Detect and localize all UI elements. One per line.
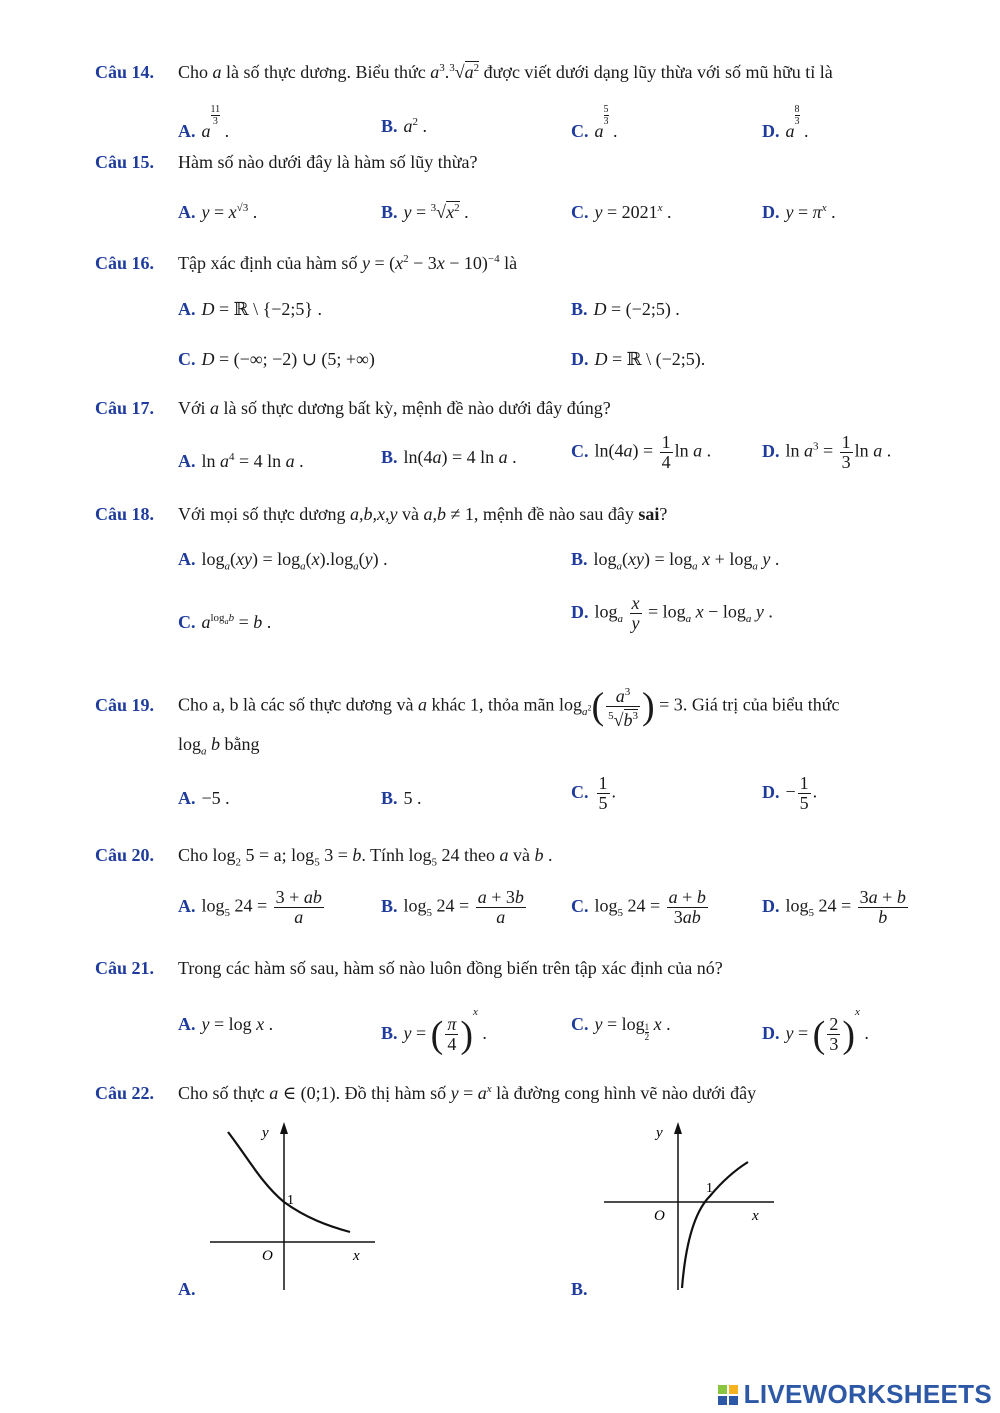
curve [228,1132,350,1232]
question-text: là số thực dương bất kỳ, mệnh đề nào dưới đây đúng? [219,398,611,418]
question-number: Câu 17. [95,398,155,418]
option-a[interactable]: A. y = log x . [178,1014,274,1034]
question-text: và [397,504,424,524]
option-d[interactable]: D. y = ( $\frac{2}{3}$ )$^x$ . [762,1006,869,1056]
brand-name: LIVEWORKSHEETS [743,1379,992,1409]
emphasis-text: sai [638,504,660,524]
question-number: Câu 22. [95,1083,155,1103]
liveworksheets-logo[interactable] [718,1379,992,1410]
option-d[interactable]: D. D = ℝ \ (−2;5). [571,349,706,369]
question-text: , mệnh đề nào sau đây [473,504,639,524]
question-17: Câu 17. Với a là số thực dương bất kỳ, mệnh đề nào dưới đây đúng? [95,398,611,418]
question-text: là [499,253,518,273]
y-axis-label: y [656,1125,663,1141]
y-arrow-icon [280,1122,288,1134]
option-b[interactable]: B. ln(4a) = 4 ln a . [381,447,517,467]
origin-label: O [654,1208,665,1224]
question-text: bằng [220,734,260,754]
question-number: Câu 16. [95,253,155,273]
question-text: là số thực dương. Biểu thức [221,62,431,82]
question-text: Cho số thực [178,1083,270,1103]
one-label: 1 [706,1181,713,1196]
option-a[interactable]: A. a $^{\frac{11}{3}}$ . [178,104,230,141]
question-text: là đường cong hình vẽ nào dưới đây [491,1083,757,1103]
option-d[interactable]: D. $y = \pi^x$ . [762,202,836,222]
curve [682,1162,748,1288]
option-c[interactable]: C. $y = 2021^x$ . [571,202,672,222]
option-a[interactable]: A. $y = x^{√3}$ . [178,202,258,222]
graph-option-b[interactable] [598,1118,783,1303]
question-19-line-2: $\log_a b$ bằng [178,734,260,758]
question-text: khác 1, thỏa mãn [426,694,559,715]
option-d[interactable]: D. $\log_a$ $\frac{x}{y}$ = $\log_a x - \log_a y$ . [571,593,773,633]
question-text: được viết dưới dạng lũy thừa với số mũ hữu tỉ là [479,62,833,82]
option-b[interactable]: B. y = ( $\frac{\pi}{4}$ )$^x$ . [381,1006,487,1056]
question-14: Câu 14. Cho a là số thực dương. Biểu thức $a^3.^3√a^2$ được viết dưới dạng lũy thừa với số mũ hữu tỉ là [95,62,833,82]
option-b-label[interactable]: B. [571,1279,588,1299]
question-number: Câu 15. [95,152,155,172]
question-number: Câu 19. [95,694,155,715]
question-20: Câu 20. Cho $\log_2 5 = a$; $\log_5 3 = b$. Tính $\log_5 24$ theo a và b . [95,845,553,869]
option-d[interactable]: D. a $^{\frac{8}{3}}$ . [762,104,809,141]
option-a[interactable]: A. D = ℝ \ {−2;5} . [178,299,323,319]
y-arrow-icon [674,1122,682,1134]
question-text: Cho a, b là các số thực dương và [178,694,418,715]
option-a[interactable]: A. $\log_a(xy) = \log_a(x).\log_a(y)$ . [178,549,388,573]
option-c[interactable]: C. $a^{log_ab} = b$ . [178,612,272,632]
question-19: Câu 19. Cho a, b là các số thực dương và a khác 1, thỏa mãn $\log_{a^2}$( $\frac{a^3}{^5√b^3}$ ) = 3. Giá trị của biểu thức [95,683,840,730]
option-a[interactable]: A. −5 . [178,788,230,808]
question-text: Hàm số nào dưới đây là hàm số lũy thừa? [178,152,478,172]
question-15 [95,150,477,174]
question-text: Tập xác định của hàm số [178,253,362,273]
option-d[interactable]: D. $\ln a^3$ = $\frac{1}{3}$ ln a . [762,432,892,472]
option-c[interactable]: C. $\frac{1}{5}$ . [571,773,616,813]
liveworksheets-icon [718,1385,738,1405]
question-number: Câu 21. [95,958,155,978]
question-text: ? [659,504,668,524]
one-label: 1 [287,1193,294,1208]
option-b[interactable]: B. D = (−2;5) . [571,299,680,319]
question-text: Trong các hàm số sau, hàm số nào luôn đồng biến trên tập xác định của nó? [178,958,723,978]
x-axis-label: x [752,1208,759,1224]
question-text: theo [459,845,500,865]
question-text: . Đồ thị hàm số [335,1083,451,1103]
option-b[interactable]: B. $a^2$ . [381,116,428,136]
option-c[interactable]: C. $\log_5 24$ = $\frac{a + b}{3ab}$ [571,887,706,927]
graph-option-a[interactable] [200,1118,385,1303]
option-a-label[interactable]: A. [178,1279,196,1299]
question-text: Cho [178,845,213,865]
question-18: Câu 18. Với mọi số thực dương a,b,x,y và a,b ≠ 1, mệnh đề nào sau đây sai? [95,504,668,524]
y-axis-label: y [262,1125,269,1141]
question-text: Với mọi số thực dương [178,504,351,524]
option-a[interactable]: A. $\ln a^4 = 4$ ln a . [178,451,304,471]
x-axis-label: x [353,1248,360,1264]
question-number: Câu 20. [95,845,155,865]
option-b[interactable]: B. $y = ^3√x^2$ . [381,202,469,222]
option-c[interactable]: C. y = log $_{\frac{1}{2}}$ x . [571,1014,671,1042]
option-d[interactable]: D. $\log_5 24$ = $\frac{3a + b}{b}$ [762,887,906,927]
option-a[interactable]: A. $\log_5 24$ = $\frac{3 + ab}{a}$ [178,887,322,927]
option-b[interactable]: B. $\log_a(xy) = \log_a x + \log_a y$ . [571,549,780,573]
option-d[interactable]: D. − $\frac{1}{5}$ . [762,773,818,813]
question-16: Câu 16. Tập xác định của hàm số $y = (x^2 - 3x - 10)^{-4}$ là [95,253,518,273]
option-c[interactable]: C. ln(4a) = $\frac{1}{4}$ ln a . [571,432,712,472]
question-text: Với [178,398,211,418]
option-c[interactable]: C. a $^{\frac{5}{3}}$ . [571,104,618,141]
option-b[interactable]: B. 5 . [381,788,422,808]
question-number: Câu 18. [95,504,155,524]
option-b[interactable]: B. $\log_5 24$ = $\frac{a + 3b}{a}$ [381,887,524,927]
question-text: và [508,845,535,865]
question-text: . Giá trị của biểu thức [682,694,840,715]
question-number: Câu 14. [95,62,155,82]
question-22: Câu 22. Cho số thực a ∈ (0;1). Đồ thị hàm số $y = a^x$ là đường cong hình vẽ nào dưới đây [95,1083,757,1103]
option-c[interactable]: C. D = (−∞; −2) ∪ (5; +∞) [178,349,375,369]
question-text: Cho [178,62,213,82]
question-21 [95,956,723,980]
question-text: . Tính [361,845,409,865]
origin-label: O [262,1248,273,1264]
